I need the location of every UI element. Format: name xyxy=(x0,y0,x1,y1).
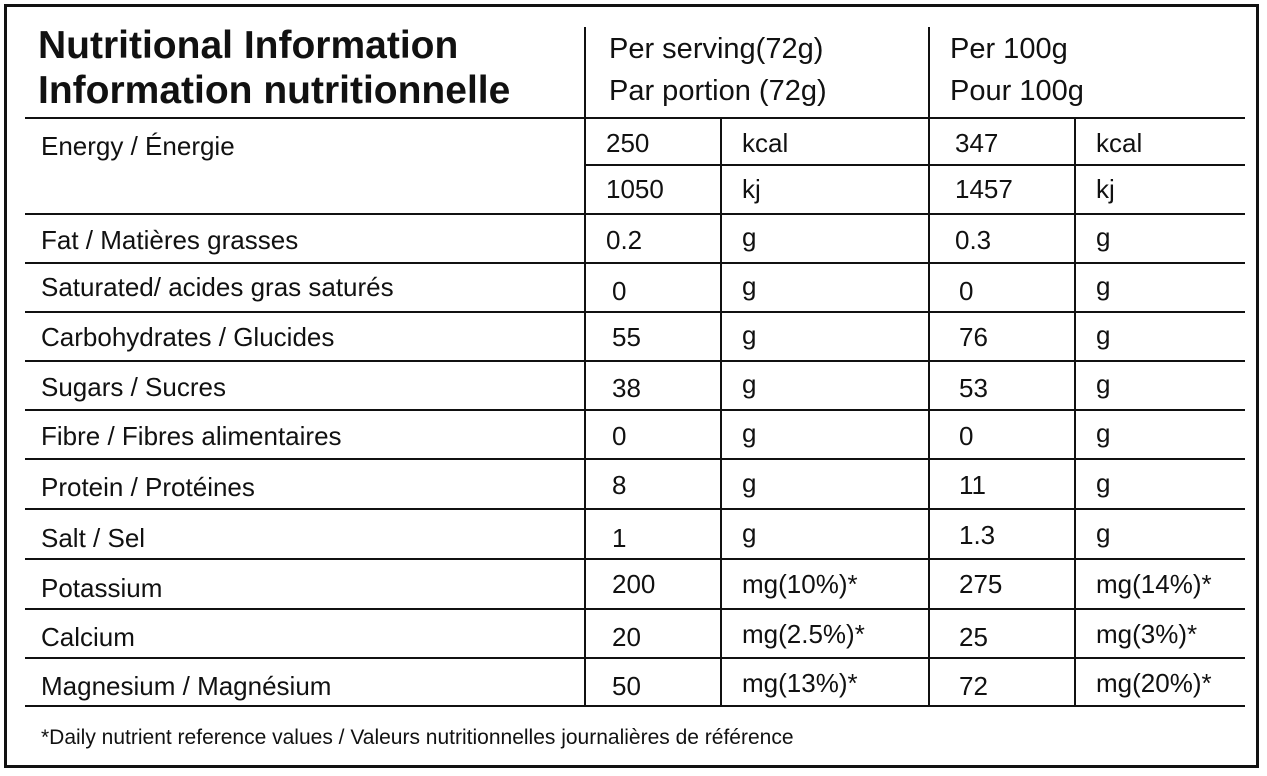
serving-value: 0.2 xyxy=(606,225,643,255)
per100-unit: mg(20%)* xyxy=(1096,668,1212,698)
row-label-calcium: Calcium xyxy=(41,622,135,652)
serving-unit: g xyxy=(742,320,757,350)
serving-unit: kcal xyxy=(742,128,789,158)
serving-unit: mg(13%)* xyxy=(742,668,858,698)
row-label-salt: Salt / Sel xyxy=(41,523,146,553)
divider-energy-inner xyxy=(585,164,1245,166)
divider-row xyxy=(25,657,1245,659)
divider-row xyxy=(25,409,1245,411)
row-label-carbohydrates: Carbohydrates / Glucides xyxy=(41,322,335,352)
divider-row xyxy=(25,458,1245,460)
row-label-energy: Energy / Énergie xyxy=(41,131,235,161)
title-french: Information nutritionnelle xyxy=(38,69,511,112)
per100-value: 53 xyxy=(959,373,988,403)
per100-value: 0.3 xyxy=(955,225,992,255)
per100-value: 0 xyxy=(959,276,974,306)
per100-unit: g xyxy=(1096,518,1111,548)
serving-unit: mg(10%)* xyxy=(742,569,858,599)
divider-row xyxy=(25,360,1245,362)
row-label-fat: Fat / Matières grasses xyxy=(41,225,299,255)
divider-row xyxy=(25,558,1245,560)
header-per-100g-en: Per 100g xyxy=(950,33,1068,65)
per100-value: 0 xyxy=(959,421,974,451)
per100-unit: g xyxy=(1096,222,1111,252)
serving-value: 200 xyxy=(612,569,656,599)
serving-value: 20 xyxy=(612,622,641,652)
row-label-protein: Protein / Protéines xyxy=(41,472,255,502)
divider-row xyxy=(25,262,1245,264)
serving-unit: g xyxy=(742,518,757,548)
per100-value: 1457 xyxy=(955,174,1013,204)
per100-value: 275 xyxy=(959,569,1003,599)
per100-value: 1.3 xyxy=(959,520,996,550)
divider-row xyxy=(25,608,1245,610)
row-label-sugars: Sugars / Sucres xyxy=(41,372,226,402)
per100-unit: g xyxy=(1096,369,1111,399)
divider-row xyxy=(25,213,1245,215)
serving-value: 8 xyxy=(612,470,627,500)
serving-value: 38 xyxy=(612,373,641,403)
divider-row xyxy=(25,508,1245,510)
header-per-100g-fr: Pour 100g xyxy=(950,75,1084,107)
per100-unit: g xyxy=(1096,271,1111,301)
serving-unit: g xyxy=(742,418,757,448)
serving-unit: g xyxy=(742,468,757,498)
serving-unit: g xyxy=(742,369,757,399)
per100-value: 11 xyxy=(959,470,986,500)
serving-value: 0 xyxy=(612,276,627,306)
per100-value: 72 xyxy=(959,671,988,701)
divider-col-per100-unit xyxy=(1074,118,1076,706)
serving-value: 1 xyxy=(612,523,627,553)
per100-unit: g xyxy=(1096,320,1111,350)
per100-value: 76 xyxy=(959,322,988,352)
per100-unit: kcal xyxy=(1096,128,1143,158)
row-label-saturated: Saturated/ acides gras saturés xyxy=(41,272,394,302)
divider-col-label xyxy=(584,27,586,706)
serving-value: 250 xyxy=(606,128,650,158)
serving-value: 1050 xyxy=(606,174,664,204)
serving-unit: kj xyxy=(742,174,761,204)
per100-unit: kj xyxy=(1096,174,1115,204)
title-english: Nutritional Information xyxy=(38,24,459,67)
serving-unit: mg(2.5%)* xyxy=(742,619,865,649)
footnote: *Daily nutrient reference values / Valeurs nutritionnelles journalières de référence xyxy=(41,726,794,749)
per100-unit: mg(14%)* xyxy=(1096,569,1212,599)
serving-value: 55 xyxy=(612,322,641,352)
serving-unit: g xyxy=(742,222,757,252)
per100-unit: mg(3%)* xyxy=(1096,619,1198,649)
header-per-serving-en: Per serving(72g) xyxy=(609,33,824,65)
per100-unit: g xyxy=(1096,418,1111,448)
per100-unit: g xyxy=(1096,468,1111,498)
divider-row xyxy=(25,311,1245,313)
per100-value: 347 xyxy=(955,128,999,158)
per100-value: 25 xyxy=(959,622,988,652)
row-label-fibre: Fibre / Fibres alimentaires xyxy=(41,421,342,451)
divider-header xyxy=(25,117,1245,119)
serving-value: 0 xyxy=(612,421,627,451)
divider-col-serving-unit xyxy=(720,118,722,706)
divider-footer xyxy=(25,705,1245,707)
divider-col-per100 xyxy=(928,27,930,706)
header-per-serving-fr: Par portion (72g) xyxy=(609,75,827,107)
serving-unit: g xyxy=(742,271,757,301)
serving-value: 50 xyxy=(612,671,641,701)
row-label-magnesium: Magnesium / Magnésium xyxy=(41,671,332,701)
row-label-potassium: Potassium xyxy=(41,573,163,603)
